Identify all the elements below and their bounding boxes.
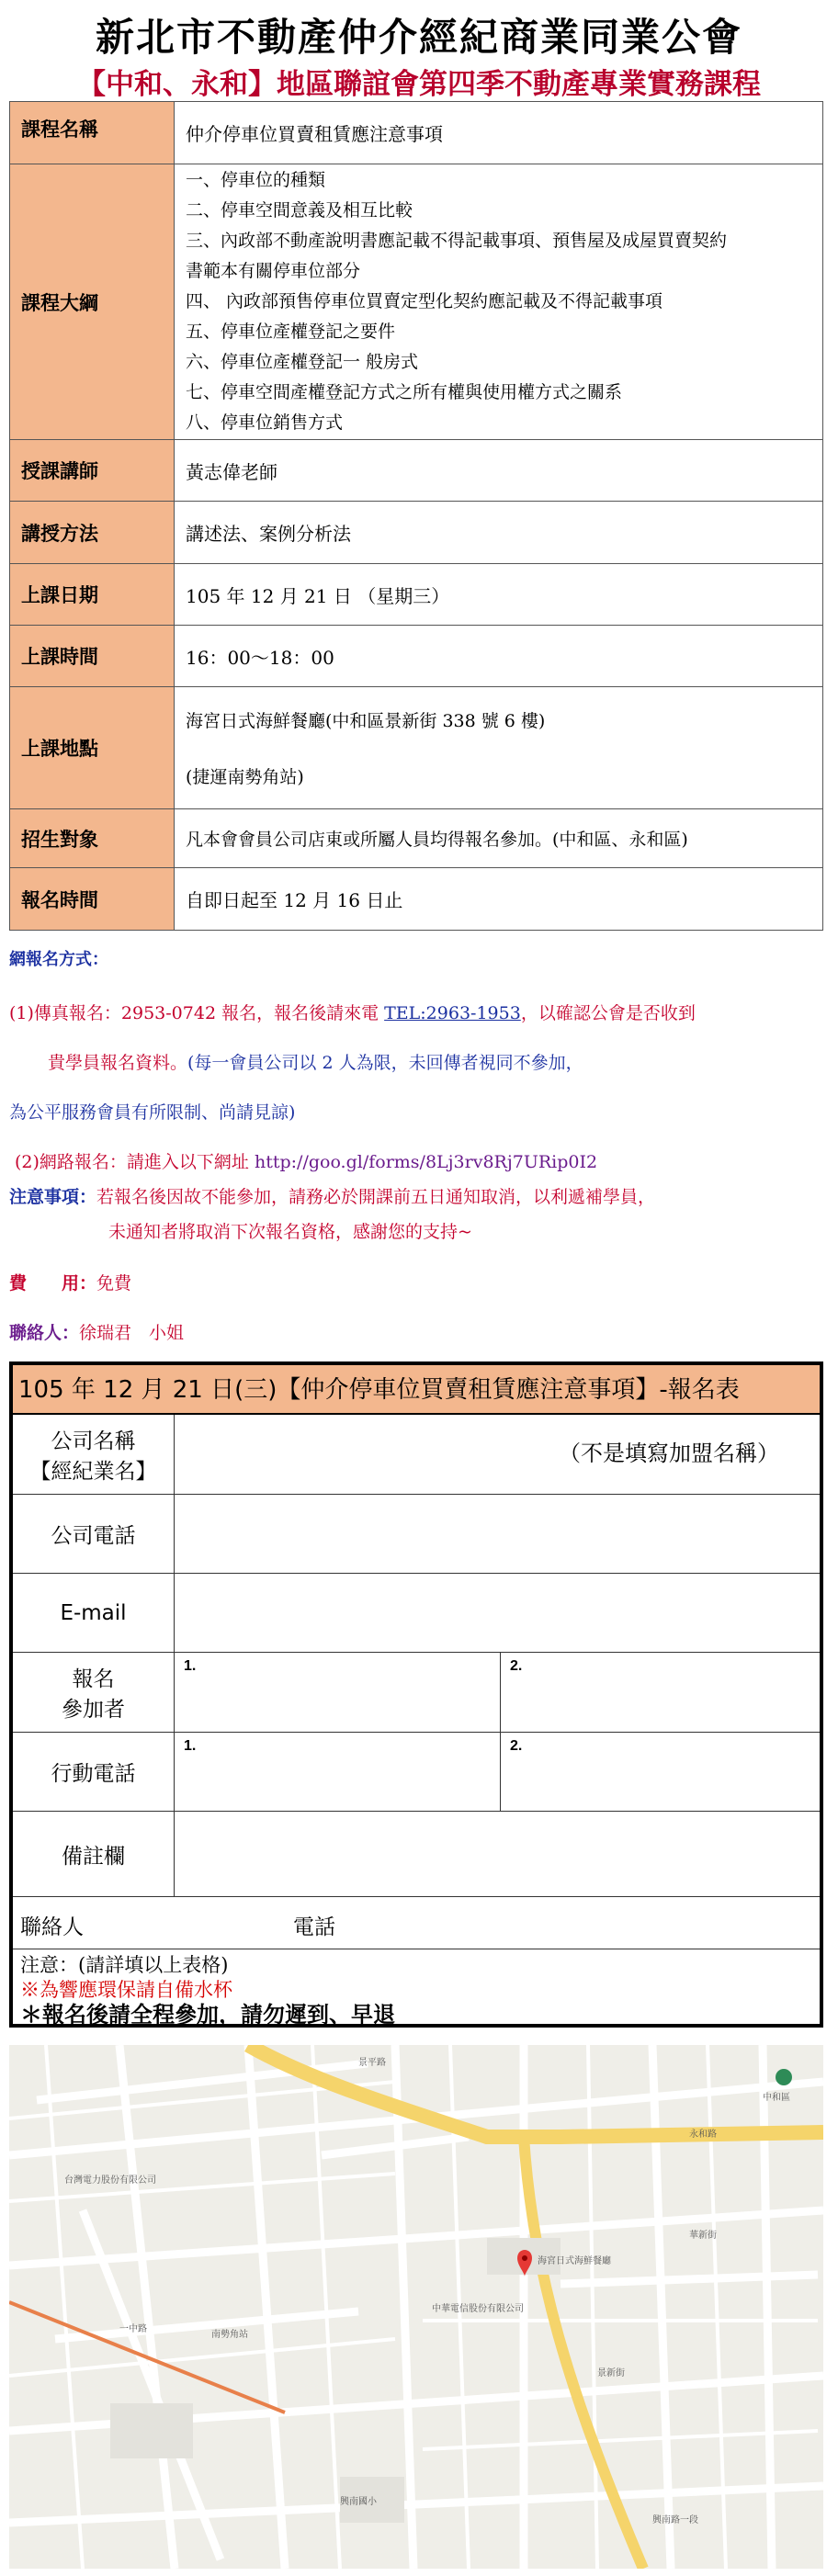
map-label-9: 興南國小 — [340, 2497, 377, 2507]
fax-line-2-text: 貴學員報名資料。 — [48, 1053, 188, 1073]
company-note: （不是填寫加盟名稱） — [559, 1441, 779, 1466]
form-tel-label: 電話 — [293, 1915, 335, 1939]
form-row-mobile — [13, 1733, 820, 1812]
map-graphic — [9, 2045, 823, 2569]
map-label-4: 中華電信股份有限公司 — [432, 2304, 524, 2314]
form-note-3: ＊報名後請全程參加，請勿遲到、早退 — [20, 2002, 395, 2028]
outline-item: 二、停車空間意義及相互比較 — [186, 200, 413, 220]
notice-text-1: 若報名後因故不能參加，請務必於開課前五日通知取消，以利遞補學員， — [96, 1187, 656, 1207]
audience-label: 招生對象 — [10, 809, 175, 868]
company-label — [13, 1415, 175, 1494]
page-title: 新北市不動產仲介經紀商業同業公會 — [95, 15, 742, 60]
online-registration-line — [15, 1148, 597, 1173]
fee-value: 免費 — [96, 1273, 132, 1294]
outline-item: 四、 內政部預售停車位買賣定型化契約應記載及不得記載事項 — [186, 291, 663, 311]
lecturer-label: 授課講師 — [10, 440, 175, 502]
remark-label: 備註欄 — [13, 1812, 175, 1896]
fax-text-a: (1)傳真報名：2953-0742 報名，報名後請來電 — [9, 1003, 385, 1023]
map-label-3: 一中路 — [119, 2324, 147, 2334]
date-value: 105 年 12 月 21 日 （星期三） — [175, 564, 823, 626]
audience-row — [10, 809, 823, 868]
attendee-label-line-1: 報名 — [72, 1667, 115, 1691]
contact-label: 聯絡人： — [9, 1323, 80, 1343]
notice-line-1 — [9, 1183, 655, 1208]
phone-input[interactable] — [175, 1495, 820, 1573]
mobile-label: 行動電話 — [13, 1733, 175, 1811]
lecturer-value: 黃志偉老師 — [175, 440, 823, 502]
mobile-1-input[interactable] — [175, 1733, 501, 1811]
course-name-label: 課程名稱 — [10, 102, 175, 164]
form-row-email — [13, 1574, 820, 1653]
deadline-label: 報名時間 — [10, 868, 175, 931]
online-label: (2)網路報名：請進入以下網址 — [15, 1152, 255, 1172]
contact-value: 徐瑞君 小姐 — [79, 1323, 185, 1343]
form-row-remarks — [13, 1812, 820, 1897]
mobile-2-number: 2. — [510, 1738, 523, 1754]
email-label: E-mail — [13, 1574, 175, 1652]
lecturer-row — [10, 440, 823, 502]
form-notes — [20, 1953, 395, 2028]
outline-item: 書範本有關停車位部分 — [186, 261, 361, 281]
email-input[interactable] — [175, 1574, 820, 1652]
remark-input[interactable] — [175, 1812, 820, 1896]
attendee-label — [13, 1653, 175, 1732]
outline-item: 五、停車位產權登記之要件 — [186, 322, 396, 342]
time-row — [10, 626, 823, 687]
date-label: 上課日期 — [10, 564, 175, 626]
mobile-2-input[interactable] — [501, 1733, 820, 1811]
fax-registration-line-2 — [48, 1049, 583, 1074]
fax-text-b: ，以確認公會是否收到 — [520, 1003, 696, 1023]
form-row-company — [13, 1415, 820, 1495]
phone-label: 公司電話 — [13, 1495, 175, 1573]
outline-item: 一、停車位的種類 — [186, 170, 326, 190]
deadline-value: 自即日起至 12 月 16 日止 — [175, 868, 823, 931]
fax-registration-line — [9, 1000, 696, 1024]
method-row — [10, 502, 823, 564]
location-line-2: (捷運南勢角站) — [186, 767, 304, 787]
notice-line-2: 未通知者將取消下次報名資格，感謝您的支持~ — [108, 1222, 472, 1242]
mobile-1-number: 1. — [184, 1738, 197, 1754]
method-value: 講述法、案例分析法 — [175, 502, 823, 564]
form-note-2: ※為響應環保請自備水杯 — [20, 1979, 232, 2001]
location-label: 上課地點 — [10, 687, 175, 809]
attendee-label-line-2: 參加者 — [62, 1698, 125, 1722]
method-label: 講授方法 — [10, 502, 175, 564]
outline-item: 六、停車位產權登記一 般房式 — [186, 352, 419, 372]
notice-label: 注意事項： — [9, 1187, 97, 1207]
location-row — [10, 687, 823, 809]
time-value: 16：00～18：00 — [175, 626, 823, 687]
location-map[interactable] — [9, 2045, 823, 2569]
map-label-2: 台灣電力股份有限公司 — [64, 2175, 156, 2186]
course-outline-label: 課程大綱 — [10, 164, 175, 440]
deadline-row — [10, 868, 823, 931]
time-label: 上課時間 — [10, 626, 175, 687]
course-outline-list — [175, 164, 823, 440]
online-url-link[interactable]: http://goo.gl/forms/8Lj3rv8Rj7URip0I2 — [254, 1152, 598, 1172]
map-label-6: 興南路一段 — [652, 2515, 698, 2525]
attendee-2-input[interactable] — [501, 1653, 820, 1732]
map-label-5: 南勢角站 — [211, 2330, 248, 2340]
map-label-12: 永和路 — [689, 2130, 717, 2140]
outline-item: 八、停車位銷售方式 — [186, 412, 344, 433]
attendee-2-number: 2. — [510, 1658, 523, 1674]
course-outline-row — [10, 164, 823, 440]
fee-label: 費 用： — [9, 1273, 97, 1294]
company-label-line-1: 公司名稱 — [51, 1429, 136, 1453]
fax-line-2-note: (每一會員公司以 2 人為限，未回傳者視同不參加， — [187, 1053, 583, 1073]
attendee-1-input[interactable] — [175, 1653, 501, 1732]
location-value — [175, 687, 823, 809]
form-row-attendees — [13, 1653, 820, 1733]
course-info-table — [9, 101, 823, 931]
company-input[interactable] — [175, 1415, 820, 1494]
outline-item: 七、停車空間產權登記方式之所有權與使用權方式之關系 — [186, 382, 623, 402]
registration-methods-title: 網報名方式： — [9, 950, 108, 969]
form-note-1: 注意：(請詳填以上表格) — [20, 1954, 229, 1976]
fax-registration-line-3: 為公平服務會員有所限制、尚請見諒) — [9, 1102, 296, 1123]
fax-tel-link[interactable]: TEL:2963-1953 — [384, 1003, 521, 1023]
attendee-1-number: 1. — [184, 1658, 197, 1674]
map-label-10: 華新街 — [689, 2231, 717, 2241]
course-name-row — [10, 102, 823, 164]
company-label-line-2: 【經紀業名】 — [29, 1460, 157, 1484]
form-header: 105 年 12 月 21 日(三)【仲介停車位買賣租賃應注意事項】-報名表 — [13, 1365, 820, 1415]
map-label-7: 景新街 — [597, 2368, 625, 2378]
map-label-1: 景平路 — [358, 2058, 386, 2068]
form-contact-label: 聯絡人 — [20, 1915, 84, 1939]
fee-line — [9, 1270, 131, 1294]
outline-item: 三、內政部不動產說明書應記載不得記載事項、預售屋及成屋買賣契約 — [186, 231, 728, 251]
contact-line — [9, 1319, 184, 1344]
audience-value: 凡本會會員公司店東或所屬人員均得報名參加。(中和區、永和區) — [175, 809, 823, 868]
form-row-contact — [13, 1897, 820, 1949]
page-subtitle: 【中和、永和】地區聯誼會第四季不動產專業實務課程 — [77, 68, 761, 101]
form-row-phone — [13, 1495, 820, 1574]
map-label-8: 海宮日式海鮮餐廳 — [538, 2256, 611, 2266]
course-name-value: 仲介停車位買賣租賃應注意事項 — [175, 102, 823, 164]
registration-form — [9, 1361, 823, 2028]
date-row — [10, 564, 823, 626]
map-label-11: 中和區 — [763, 2093, 790, 2103]
location-line-1: 海宮日式海鮮餐廳(中和區景新街 338 號 6 樓) — [186, 711, 546, 731]
